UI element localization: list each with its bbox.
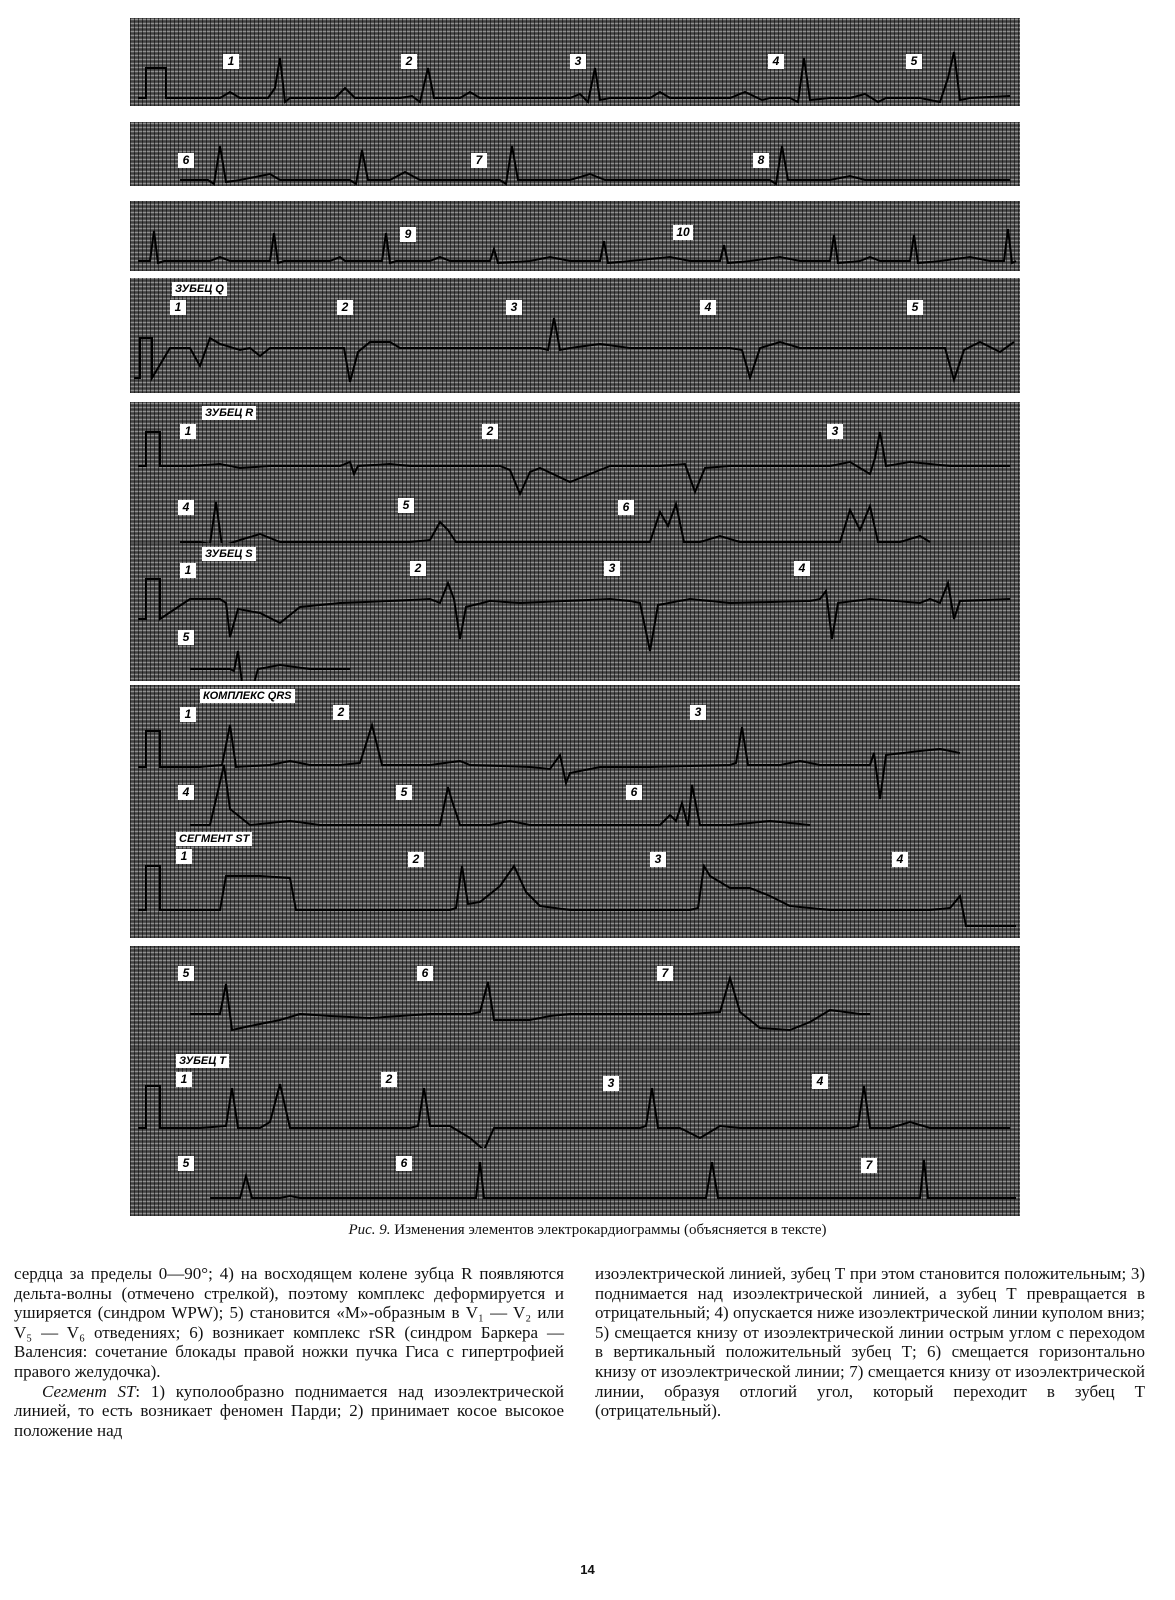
lead-label: 6 xyxy=(618,500,634,515)
ecg-strip xyxy=(130,826,1020,938)
ecg-strip xyxy=(130,946,1020,1051)
lead-label: 4 xyxy=(178,785,194,800)
lead-label: 1 xyxy=(180,424,196,439)
ecg-trace xyxy=(130,1148,1020,1216)
lead-label: 1 xyxy=(176,849,192,864)
caption-text: Изменения элементов электрокардиограммы (объясняется в тексте) xyxy=(390,1222,827,1238)
lead-label: 7 xyxy=(471,153,487,168)
ecg-strip xyxy=(130,18,1020,106)
lead-label: 8 xyxy=(753,153,769,168)
ecg-trace xyxy=(130,402,1020,554)
ecg-strip xyxy=(130,122,1020,186)
ecg-strip xyxy=(130,278,1020,393)
lead-label: 1 xyxy=(176,1072,192,1087)
lead-label: 1 xyxy=(170,300,186,315)
lead-label: 1 xyxy=(180,563,196,578)
lead-label: 6 xyxy=(417,966,433,981)
caption-prefix: Рис. 9. xyxy=(348,1222,391,1238)
lead-label: 2 xyxy=(401,54,417,69)
body-paragraph: изоэлектрической линией, зубец Т при этом становится положительным; 3) поднимается над изоэлектрической линией, а зубец Т превращается в отрицательный; 4) опускается ниже изоэлектрической линии куполом вниз; 5) смещается книзу от изоэлектрической линии острым углом с переходом в вертикальный положительный зубец Т; 6) смещается горизонтально книзу от изоэлектрической линии; 7) смещается книзу от изоэлектрической линии, образуя отлогий угол, который переходит в зубец Т (отрицательный). xyxy=(595,1264,1145,1421)
figure-caption xyxy=(0,1222,1175,1239)
lead-label: 5 xyxy=(396,785,412,800)
lead-label: 4 xyxy=(794,561,810,576)
ecg-figure xyxy=(130,18,1020,1216)
page-number: 14 xyxy=(580,1562,595,1577)
lead-label: 3 xyxy=(650,852,666,867)
lead-label: 3 xyxy=(604,561,620,576)
ecg-trace xyxy=(130,543,1020,681)
ecg-strip xyxy=(130,201,1020,271)
left-column xyxy=(14,1264,564,1440)
lead-label: 7 xyxy=(657,966,673,981)
lead-label: 3 xyxy=(690,705,706,720)
ecg-trace xyxy=(130,826,1020,938)
body-paragraph: сердца за пределы 0—90°; 4) на восходящем колене зубца R появляются дельта-волны (отмечено стрелкой), поэтому комплекс деформируется и уширяется (синдром WPW); 5) становится «М»-образным в V₁ — V₂ или V₅ — V₆ отведениях; 6) возникает комплекс rSR (синдром Баркера — Валенсия: сочетание блокады правой ножки пучка Гиса с гипертрофией правого желудочка). xyxy=(14,1264,564,1381)
lead-label: 2 xyxy=(408,852,424,867)
lead-label: 5 xyxy=(178,1156,194,1171)
lead-label: 9 xyxy=(400,227,416,242)
lead-label: 5 xyxy=(907,300,923,315)
ecg-trace xyxy=(130,201,1020,271)
section-header: ЗУБЕЦ S xyxy=(202,547,256,561)
lead-label: 2 xyxy=(482,424,498,439)
lead-label: 2 xyxy=(410,561,426,576)
section-header: ЗУБЕЦ Т xyxy=(176,1054,229,1068)
lead-label: 10 xyxy=(673,225,693,240)
paragraph-text: : 1) куполообразно поднимается над изоэлектрической линией, то есть возникает феномен Парди; 2) принимает косое высокое положение над xyxy=(14,1381,564,1440)
lead-label: 2 xyxy=(337,300,353,315)
lead-label: 5 xyxy=(178,966,194,981)
lead-label: 4 xyxy=(178,500,194,515)
lead-label: 6 xyxy=(396,1156,412,1171)
lead-label: 7 xyxy=(861,1158,877,1173)
section-header: ЗУБЕЦ R xyxy=(202,406,256,420)
lead-label: 4 xyxy=(768,54,784,69)
ecg-strip xyxy=(130,402,1020,554)
lead-label: 2 xyxy=(333,705,349,720)
ecg-trace xyxy=(130,1048,1020,1158)
ecg-trace xyxy=(130,122,1020,186)
lead-label: 2 xyxy=(381,1072,397,1087)
lead-label: 3 xyxy=(506,300,522,315)
lead-label: 5 xyxy=(178,630,194,645)
section-header: ЗУБЕЦ Q xyxy=(172,282,227,296)
lead-label: 5 xyxy=(906,54,922,69)
ecg-trace xyxy=(130,278,1020,393)
lead-label: 3 xyxy=(827,424,843,439)
lead-label: 6 xyxy=(626,785,642,800)
ecg-strip xyxy=(130,543,1020,681)
body-paragraph xyxy=(14,1382,564,1441)
lead-label: 1 xyxy=(180,707,196,722)
lead-label: 4 xyxy=(700,300,716,315)
lead-label: 3 xyxy=(570,54,586,69)
lead-label: 3 xyxy=(603,1076,619,1091)
lead-label: 1 xyxy=(223,54,239,69)
section-header: КОМПЛЕКС QRS xyxy=(200,689,295,703)
lead-label: 6 xyxy=(178,153,194,168)
ecg-trace xyxy=(130,946,1020,1051)
section-lead: Сегмент ST xyxy=(42,1381,136,1401)
ecg-strip xyxy=(130,1048,1020,1158)
lead-label: 4 xyxy=(812,1074,828,1089)
right-column xyxy=(595,1264,1145,1421)
ecg-trace xyxy=(130,685,1020,830)
ecg-strip xyxy=(130,1148,1020,1216)
section-header: СЕГМЕНТ ST xyxy=(176,832,252,846)
lead-label: 4 xyxy=(892,852,908,867)
lead-label: 5 xyxy=(398,498,414,513)
ecg-strip xyxy=(130,685,1020,830)
